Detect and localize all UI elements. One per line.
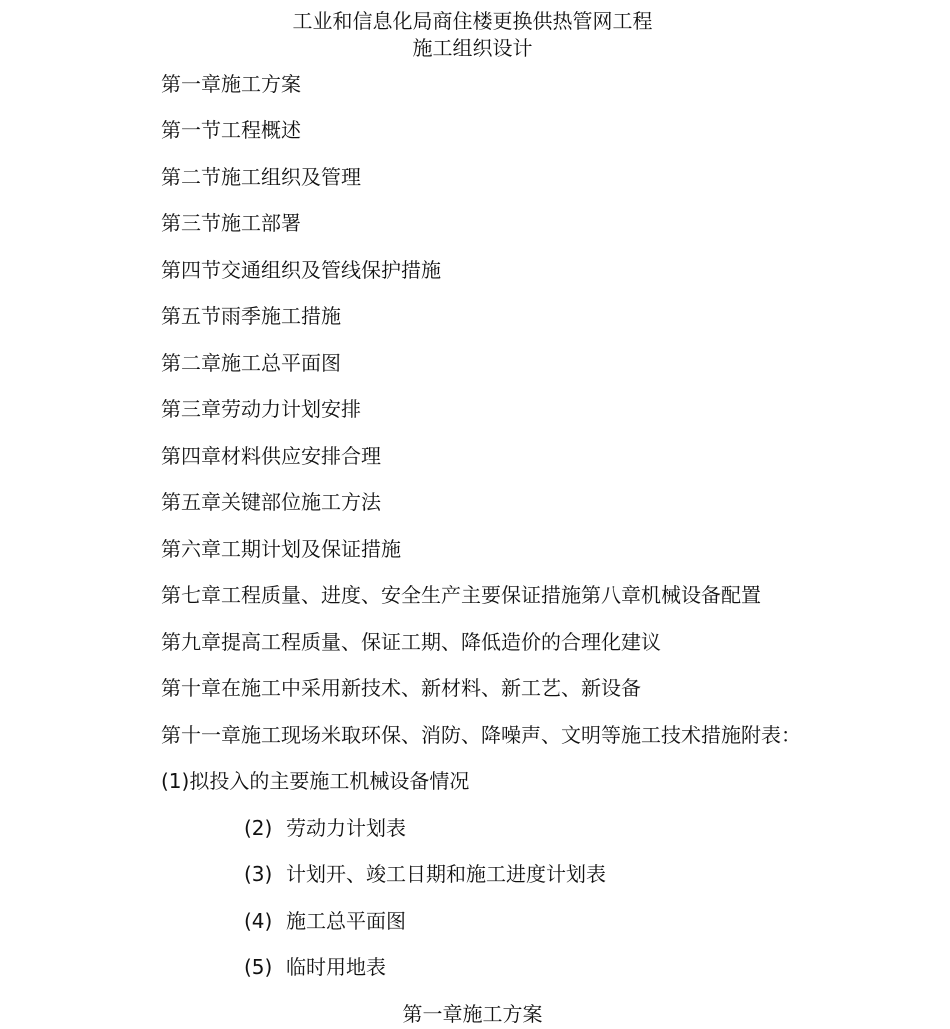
section-heading: 第一章施工方案 [402,1002,543,1026]
appendix-number: (4) [244,909,273,933]
toc-item-chapter-6: 第六章工期计划及保证措施 [161,537,401,561]
toc-item-appendix-3 [244,860,606,888]
toc-item-chapter-7-8: 第七章工程质量、进度、安全生产主要保证措施第八章机械设备配置 [161,583,761,607]
toc-item-section-5: 第五节雨季施工措施 [161,304,341,328]
toc-item-appendix-5 [244,953,386,981]
toc-item-chapter-1: 第一章施工方案 [161,72,301,96]
appendix-number: (2) [244,816,273,840]
toc-item-section-3: 第三节施工部署 [161,211,301,235]
appendix-number: (3) [244,862,273,886]
toc-item-section-2: 第二节施工组织及管理 [161,165,361,189]
toc-item-chapter-5: 第五章关键部位施工方法 [161,490,381,514]
toc-item-chapter-11: 第十一章施工现场米取环保、消防、降噪声、文明等施工技术措施附表： [161,723,801,747]
toc-item-chapter-3: 第三章劳动力计划安排 [161,397,361,421]
document-title [0,8,945,62]
appendix-text: 劳动力计划表 [286,816,406,840]
toc-item-section-4: 第四节交通组织及管线保护措施 [161,258,441,282]
document-title-line-1: 工业和信息化局商住楼更换供热管网工程 [292,9,653,33]
toc-item-appendix-4 [244,907,406,935]
appendix-text: 临时用地表 [286,955,386,979]
toc-item-section-1: 第一节工程概述 [161,118,301,142]
appendix-number: (5) [244,955,273,979]
appendix-text: 计划开、竣工日期和施工进度计划表 [286,862,606,886]
document-title-line-2: 施工组织设计 [412,36,533,60]
toc-item-chapter-9: 第九章提高工程质量、保证工期、降低造价的合理化建议 [161,630,661,654]
toc-item-chapter-10: 第十章在施工中采用新技术、新材料、新工艺、新设备 [161,676,641,700]
toc-item-appendix-2 [244,814,406,842]
toc-item-appendix-1: (1)拟投入的主要施工机械设备情况 [161,769,470,793]
toc-item-chapter-4: 第四章材料供应安排合理 [161,444,381,468]
appendix-text: 施工总平面图 [286,909,406,933]
toc-item-chapter-2: 第二章施工总平面图 [161,351,341,375]
